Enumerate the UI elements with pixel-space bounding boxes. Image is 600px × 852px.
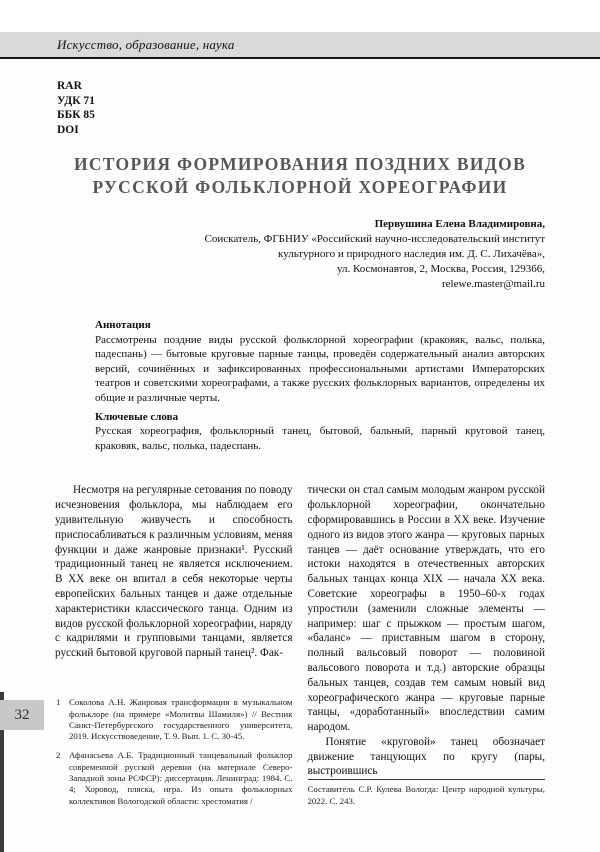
keywords-text: Русская хореография, фольклорный танец, бытовой, бальный, парный круговой танец, краковяк, вальс, полька, падеспань.: [95, 425, 545, 452]
article-title-line1: ИСТОРИЯ ФОРМИРОВАНИЯ ПОЗДНИХ ВИДОВ: [73, 154, 527, 174]
author-name: Первушина Елена Владимировна,: [374, 218, 545, 230]
keywords-section: [95, 410, 545, 454]
footnote-1: [55, 697, 293, 742]
footnote-1-text: Соколова А.Н. Жанровая трансформация в музыкальном фольклоре (на примере «Молитвы Шамиля») // Вестник Санкт-Петербургского государственного университета, 2019. Искусствоведение, Т. 9. Вып. 1. С. 30-45.: [69, 697, 293, 742]
journal-header-band: [0, 32, 600, 59]
footnote-2: [55, 750, 293, 806]
body-paragraph-left: Несмотря на регулярные сетования по поводу исчезновения фольклора, мы наблюдаем его удивительную живучесть и способность приспосабливаться к различным условиям, меняя функции и даже жанровые признаки¹. Русский традиционный танец не является исключением. В XX веке он впитал в себя некоторые черты европейских бальных танцев и даже отдельные характеристики классического танца. Одним из видов русской фольклорной хореографии, наряду с кадрилями и групповыми танцами, является русский бытовой круговой парный танец². Фак-: [55, 484, 293, 660]
footnote-right: [308, 779, 546, 807]
footnote-2-number: 2: [56, 750, 61, 761]
meta-udk: УДК 71: [57, 94, 95, 107]
meta-doi: DOI: [57, 123, 79, 136]
journal-header-text: Искусство, образование, наука: [57, 36, 235, 52]
keywords-heading: Ключевые слова: [95, 410, 179, 423]
footnote-2-text: Афанасьева А.Б. Традиционный танцевальный фольклор современной русской деревни (на материале Северо-Западной зоны РСФСР): диссертация. Ленинград: 1984. С. 4; Хоровод, пляска, игра. Из опыта фольклорных коллективов Вологодской области: хрестоматия /: [69, 750, 293, 806]
abstract-heading: Аннотация: [95, 319, 151, 331]
abstract-text: Рассмотрены поздние виды русской фольклорной хореографии (краковяк, вальс, полька, падеспань) — бытовые круговые парные танцы, проведён содержательный анализ авторских версий, сочинённых и зафиксированных профессиональными артистами Императорских театров и советскими хореографами, а также русских фольклорных вариантов, определены их общие и различные черты.: [95, 333, 545, 404]
footnotes-left: [55, 687, 293, 807]
body-columns: [55, 483, 545, 807]
body-paragraph-right-2: Понятие «круговой» танец обозначает движение танцующих по кругу (пары, выстроившись: [307, 735, 545, 778]
footnote-right-text: Составитель С.Р. Кулева Вологда: Центр народной культуры, 2022. С. 243.: [307, 784, 545, 806]
author-address: ул. Космонавтов, 2, Москва, Россия, 129366,: [337, 263, 545, 275]
meta-bbk: ББК 85: [57, 109, 95, 121]
author-affiliation-line2: культурного и природного наследия им. Д. С. Лихачёва»,: [278, 248, 545, 260]
author-block: [55, 217, 545, 292]
page-number-box: [0, 700, 44, 730]
meta-rar: RAR: [57, 80, 82, 92]
footnote-1-number: 1: [56, 697, 61, 708]
article-title-line2: РУССКОЙ ФОЛЬКЛОРНОЙ ХОРЕОГРАФИИ: [92, 177, 508, 197]
article-title: [50, 153, 550, 199]
body-paragraph-right-1: тически он стал самым молодым жанром русской фольклорной хореографии, окончательно сформировавшись в России в XX веке. Изучение одного из видов этого жанра — круговых парных танцев — даёт основание утверждать, что его истоки находятся в отечественных авторских бальных танцах конца XIX — начала XX века. Советские хореографы в 1950–60-х годах упростили (заменили сложные элементы — например: шаг с прыжком — простым шагом, «баланс» — приставным шагом в сторону, полный вальсовый поворот — половиной вальсового поворота и т.д.) авторские образцы бальных танцев, создав тем самым новый вид хореографического жанра — круговые парные танцы, «доработанный» впоследствии самим народом.: [307, 484, 545, 734]
author-affiliation-line1: Соискатель, ФГБНИУ «Российский научно-исследовательский институт: [204, 233, 545, 245]
paper-page: [0, 32, 600, 852]
page-number: 32: [14, 706, 30, 723]
body-column-right: [308, 483, 546, 807]
body-column-left: [55, 483, 293, 807]
article-meta: [57, 79, 600, 137]
author-email: relewe.master@mail.ru: [442, 278, 545, 290]
abstract-section: [95, 318, 545, 453]
